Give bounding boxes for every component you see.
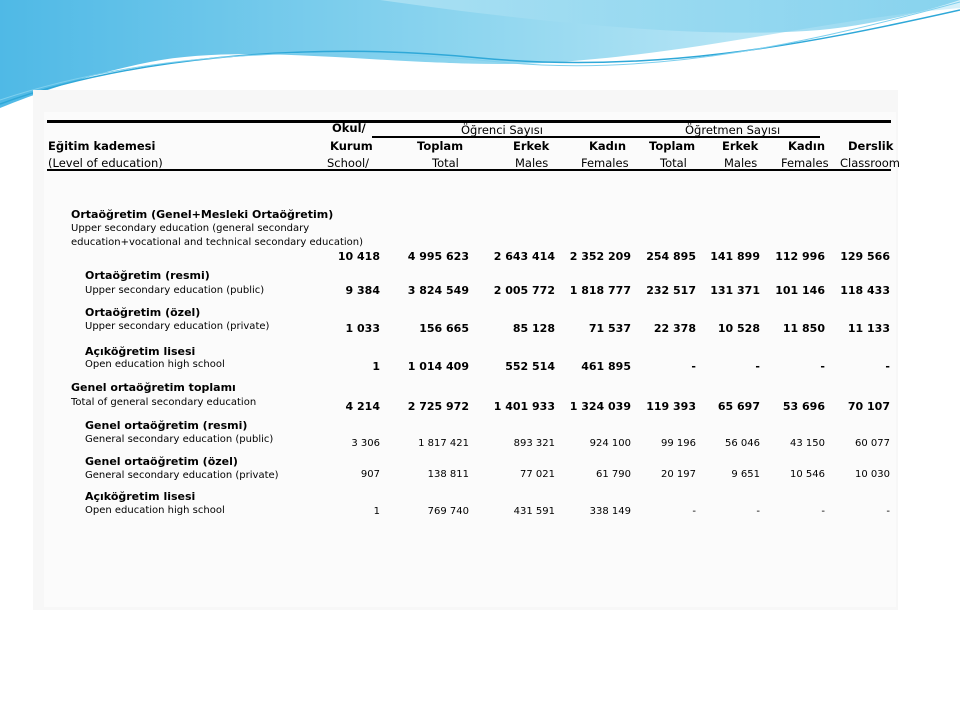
header-student-females-en: Females <box>581 156 629 170</box>
row-label-tr: Ortaöğretim (resmi) <box>85 269 210 282</box>
cell-students-males: 1 401 933 <box>493 400 555 413</box>
cell-students-males: 552 514 <box>505 360 555 373</box>
cell-students-males: 77 021 <box>520 469 555 480</box>
cell-teachers-males: 131 371 <box>710 284 760 297</box>
cell-classrooms: 129 566 <box>840 250 890 263</box>
header-student-group: Öğrenci Sayısı <box>461 123 543 137</box>
cell-schools: 1 <box>373 506 380 517</box>
cell-students-males: 2 643 414 <box>493 250 555 263</box>
header-school: School/ <box>327 156 370 170</box>
row-label-en: Upper secondary education (public) <box>85 285 265 296</box>
row-label-tr: Genel ortaöğretim (resmi) <box>85 419 248 432</box>
cell-teachers-females: 43 150 <box>790 438 825 449</box>
header-student-total-en: Total <box>432 156 459 170</box>
cell-students-total: 769 740 <box>427 506 469 517</box>
header-teacher-females-tr: Kadın <box>788 139 826 153</box>
cell-teachers-total: 20 197 <box>661 469 696 480</box>
cell-teachers-males: - <box>755 360 760 373</box>
cell-classrooms: 11 133 <box>847 322 890 335</box>
cell-students-females: 338 149 <box>589 506 631 517</box>
cell-students-total: 4 995 623 <box>407 250 469 263</box>
cell-teachers-females: - <box>820 360 825 373</box>
cell-teachers-total: 22 378 <box>653 322 696 335</box>
header-teacher-group: Öğretmen Sayısı <box>685 123 781 137</box>
cell-students-males: 85 128 <box>512 322 555 335</box>
cell-students-females: 1 324 039 <box>569 400 631 413</box>
cell-classrooms: 70 107 <box>847 400 890 413</box>
header-student-males-tr: Erkek <box>513 139 550 153</box>
cell-teachers-females: 53 696 <box>782 400 825 413</box>
cell-classrooms: 60 077 <box>855 438 890 449</box>
cell-teachers-males: 141 899 <box>710 250 760 263</box>
header-teacher-males-tr: Erkek <box>722 139 759 153</box>
cell-schools: 907 <box>360 469 380 480</box>
cell-teachers-females: - <box>821 506 825 517</box>
cell-students-females: 924 100 <box>589 438 631 449</box>
cell-teachers-total: 232 517 <box>646 284 696 297</box>
header-student-males-en: Males <box>515 156 549 170</box>
cell-schools: 1 033 <box>345 322 380 335</box>
header-student-females-tr: Kadın <box>589 139 627 153</box>
cell-students-females: 61 790 <box>596 469 631 480</box>
row-label-en: Open education high school <box>85 505 225 516</box>
cell-students-females: 1 818 777 <box>569 284 631 297</box>
cell-students-males: 431 591 <box>513 506 555 517</box>
cell-classrooms: - <box>885 360 890 373</box>
cell-schools: 1 <box>372 360 380 373</box>
cell-students-total: 138 811 <box>427 469 469 480</box>
statistics-table <box>44 112 901 607</box>
row-label-tr: Ortaöğretim (özel) <box>85 306 201 319</box>
row-label-en: Open education high school <box>85 359 225 370</box>
header-bottom-rule <box>47 169 891 171</box>
cell-teachers-total: 119 393 <box>646 400 696 413</box>
cell-students-total: 156 665 <box>419 322 469 335</box>
row-label-tr: Genel ortaöğretim (özel) <box>85 455 238 468</box>
cell-students-total: 1 014 409 <box>407 360 469 373</box>
cell-teachers-females: 112 996 <box>775 250 825 263</box>
cell-students-total: 2 725 972 <box>407 400 469 413</box>
row-label-en: General secondary education (public) <box>85 434 274 445</box>
row-label-en: General secondary education (private) <box>85 470 279 481</box>
row-label-en: Total of general secondary education <box>71 397 257 408</box>
cell-teachers-females: 11 850 <box>782 322 825 335</box>
row-label-tr: Genel ortaöğretim toplamı <box>71 381 236 394</box>
header-classroom-en: Classroom <box>840 156 901 170</box>
cell-schools: 4 214 <box>345 400 380 413</box>
cell-students-males: 2 005 772 <box>493 284 555 297</box>
row-label-tr: Açıköğretim lisesi <box>85 490 196 503</box>
row-label-en-cont: education+vocational and technical secondary education) <box>71 237 364 248</box>
header-kurum: Kurum <box>330 139 373 153</box>
cell-teachers-total: - <box>691 360 696 373</box>
cell-teachers-females: 101 146 <box>775 284 825 297</box>
row-label-en: Upper secondary education (general secondary <box>71 223 310 234</box>
header-teacher-total-en: Total <box>660 156 687 170</box>
cell-teachers-total: - <box>692 506 696 517</box>
cell-teachers-total: 254 895 <box>646 250 696 263</box>
cell-students-total: 3 824 549 <box>407 284 469 297</box>
cell-teachers-total: 99 196 <box>661 438 696 449</box>
cell-teachers-males: - <box>756 506 760 517</box>
header-classroom-tr: Derslik <box>848 139 894 153</box>
cell-students-females: 2 352 209 <box>569 250 631 263</box>
header-student-total-tr: Toplam <box>417 139 464 153</box>
cell-teachers-males: 56 046 <box>725 438 760 449</box>
header-level-tr: Eğitim kademesi <box>48 139 156 153</box>
cell-teachers-females: 10 546 <box>790 469 825 480</box>
header-teacher-females-en: Females <box>781 156 829 170</box>
cell-students-females: 461 895 <box>581 360 631 373</box>
row-label-tr: Ortaöğretim (Genel+Mesleki Ortaöğretim) <box>71 208 334 221</box>
row-label-en: Upper secondary education (private) <box>85 321 270 332</box>
cell-students-females: 71 537 <box>588 322 631 335</box>
cell-teachers-males: 10 528 <box>717 322 760 335</box>
cell-classrooms: 10 030 <box>855 469 890 480</box>
cell-teachers-males: 65 697 <box>717 400 760 413</box>
cell-classrooms: 118 433 <box>840 284 890 297</box>
header-okul: Okul/ <box>332 121 366 135</box>
cell-schools: 3 306 <box>351 438 380 449</box>
cell-students-total: 1 817 421 <box>418 438 469 449</box>
header-teacher-total-tr: Toplam <box>649 139 696 153</box>
row-label-tr: Açıköğretim lisesi <box>85 345 196 358</box>
cell-schools: 9 384 <box>345 284 380 297</box>
cell-students-males: 893 321 <box>513 438 555 449</box>
header-level-en: (Level of education) <box>48 156 163 170</box>
cell-schools: 10 418 <box>337 250 380 263</box>
cell-teachers-males: 9 651 <box>731 469 760 480</box>
cell-classrooms: - <box>886 506 890 517</box>
header-teacher-males-en: Males <box>724 156 758 170</box>
